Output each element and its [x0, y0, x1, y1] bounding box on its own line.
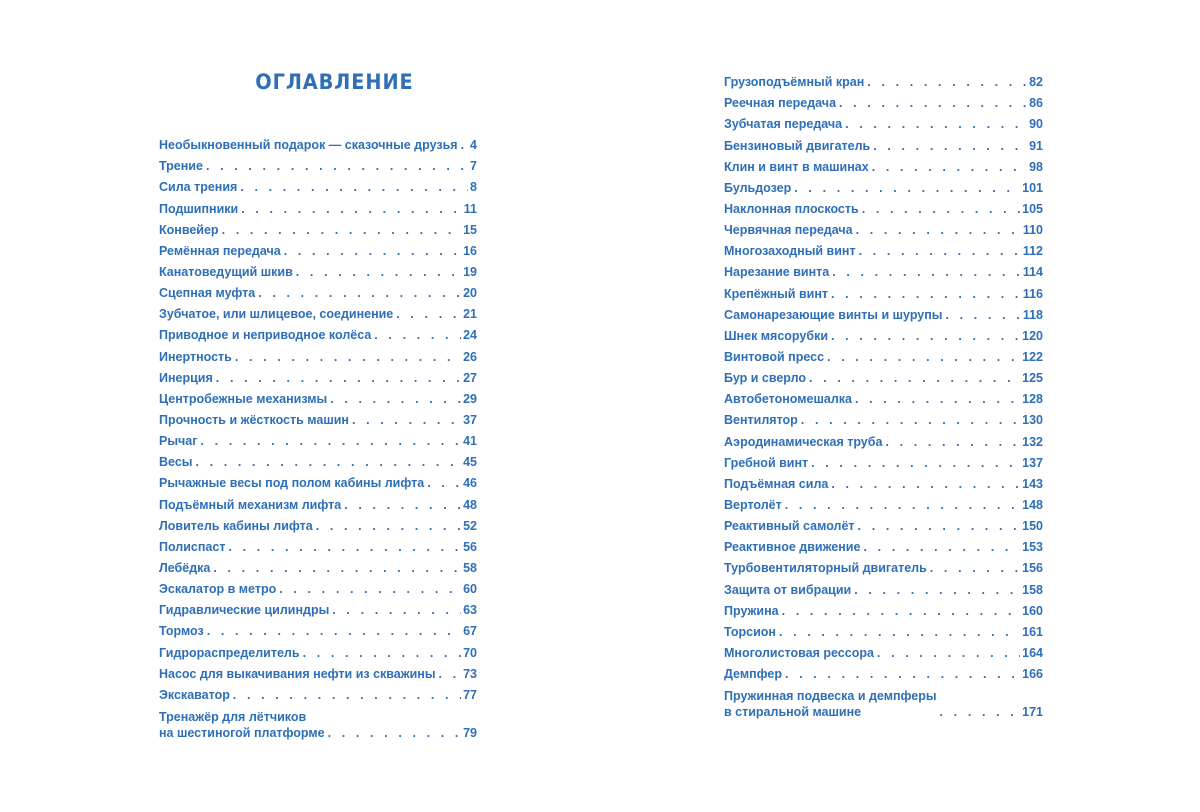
- toc-leader-dots: [873, 138, 1027, 154]
- toc-entry[interactable]: [724, 619, 1043, 640]
- toc-entry-title: Экскаватор: [159, 687, 230, 702]
- toc-entry-page-number: 8: [470, 180, 477, 195]
- toc-entry[interactable]: [159, 576, 477, 597]
- toc-leader-dots: [794, 180, 1020, 196]
- toc-entry[interactable]: [159, 470, 477, 491]
- toc-entry-title: [159, 709, 325, 741]
- toc-entry-title: Реактивный самолёт: [724, 519, 855, 534]
- toc-entry-title: Шнек мясорубки: [724, 328, 829, 343]
- toc-entry-title: Подшипники: [159, 201, 239, 216]
- toc-entry-page-number: 105: [1022, 201, 1043, 216]
- toc-entry-title: Крепёжный винт: [724, 286, 829, 301]
- toc-leader-dots: [461, 137, 468, 153]
- toc-entry-title: Трение: [159, 159, 203, 174]
- toc-entry-page-number: 161: [1022, 624, 1043, 639]
- toc-leader-dots: [235, 349, 461, 365]
- toc-entry-title: Торсион: [724, 624, 776, 639]
- toc-entry-title: Защита от вибрации: [724, 582, 852, 597]
- toc-entry-page-number: 150: [1022, 519, 1043, 534]
- toc-entry-page-number: 52: [463, 518, 477, 533]
- toc-entry-title: Необыкновенный подарок — сказочные друзья: [159, 138, 458, 153]
- toc-leader-dots: [801, 412, 1020, 428]
- toc-leader-dots: [885, 434, 1020, 450]
- toc-leader-dots: [862, 201, 1020, 217]
- toc-entry-page-number: 24: [463, 328, 477, 343]
- toc-entry-title-line-2: на шестиногой платформе: [159, 725, 325, 740]
- toc-leader-dots: [195, 454, 461, 470]
- toc-leader-dots: [845, 116, 1027, 132]
- toc-entry[interactable]: [159, 280, 477, 301]
- toc-leader-dots: [279, 581, 461, 597]
- toc-entry-page-number: 73: [463, 666, 477, 681]
- toc-leader-dots: [396, 306, 461, 322]
- toc-entry-page-number: 20: [463, 286, 477, 301]
- toc-entry-page-number: 128: [1022, 392, 1043, 407]
- toc-entry[interactable]: [724, 238, 1043, 259]
- toc-entry-title: Канатоведущий шкив: [159, 264, 293, 279]
- toc-leader-dots: [855, 391, 1020, 407]
- toc-entry-title: Автобетономешалка: [724, 392, 852, 407]
- toc-entry-title: Клин и винт в машинах: [724, 159, 869, 174]
- toc-leader-dots: [809, 370, 1020, 386]
- toc-entry[interactable]: [159, 174, 477, 195]
- toc-entry[interactable]: [159, 153, 477, 174]
- toc-entry-title: Ловитель кабины лифта: [159, 518, 313, 533]
- toc-entry-title: Зубчатое, или шлицевое, соединение: [159, 307, 394, 322]
- toc-leader-dots: [831, 476, 1020, 492]
- toc-entry[interactable]: [159, 132, 477, 153]
- toc-leader-dots: [811, 455, 1020, 471]
- toc-entry[interactable]: [159, 195, 477, 216]
- toc-entry-title: Винтовой пресс: [724, 349, 825, 364]
- toc-entry[interactable]: [159, 618, 477, 639]
- toc-entry-page-number: 60: [463, 582, 477, 597]
- toc-entry[interactable]: [724, 344, 1043, 365]
- toc-entry-title: Реечная передача: [724, 96, 837, 111]
- toc-entry[interactable]: [159, 597, 477, 618]
- toc-entry[interactable]: [724, 682, 1043, 720]
- toc-entry-title: Вертолёт: [724, 497, 782, 512]
- toc-entry-title: Грузоподъёмный кран: [724, 75, 865, 90]
- toc-entry[interactable]: [724, 323, 1043, 344]
- toc-entry-title: Аэродинамическая труба: [724, 434, 883, 449]
- toc-leader-dots: [207, 623, 461, 639]
- toc-entry[interactable]: [724, 69, 1043, 90]
- toc-entry-page-number: 4: [470, 138, 477, 153]
- toc-entry-title: Подъёмный механизм лифта: [159, 497, 342, 512]
- toc-leader-dots: [940, 704, 1021, 720]
- toc-entry-title: Реактивное движение: [724, 540, 861, 555]
- toc-leader-dots: [858, 518, 1021, 534]
- toc-entry[interactable]: [724, 175, 1043, 196]
- toc-entry-page-number: 82: [1029, 75, 1043, 90]
- toc-entry-title: Инерция: [159, 370, 213, 385]
- toc-entry[interactable]: [724, 365, 1043, 386]
- toc-entry[interactable]: [724, 450, 1043, 471]
- toc-entry-page-number: 58: [463, 560, 477, 575]
- toc-entry-page-number: 16: [463, 243, 477, 258]
- toc-entry-page-number: 11: [463, 201, 477, 216]
- toc-leader-dots: [779, 624, 1020, 640]
- toc-entry-title: Инертность: [159, 349, 232, 364]
- toc-entry[interactable]: [724, 154, 1043, 175]
- toc-entry-page-number: 21: [463, 307, 477, 322]
- toc-entry-page-number: 101: [1022, 180, 1043, 195]
- toc-entry-page-number: 112: [1022, 244, 1043, 259]
- toc-entry-page-number: 164: [1022, 645, 1043, 660]
- toc-entry[interactable]: [724, 492, 1043, 513]
- toc-leader-dots: [831, 286, 1021, 302]
- toc-entry[interactable]: [724, 534, 1043, 555]
- toc-leader-dots: [213, 560, 461, 576]
- toc-leader-dots: [330, 391, 461, 407]
- toc-entry-title: Бур и сверло: [724, 371, 807, 386]
- toc-entry-page-number: 130: [1022, 413, 1043, 428]
- toc-leader-dots: [863, 539, 1020, 555]
- toc-entry-title: Бензиновый двигатель: [724, 138, 871, 153]
- page-title: ОГЛАВЛЕНИЕ: [255, 70, 414, 94]
- toc-leader-dots: [867, 74, 1027, 90]
- toc-entry-title: Ремённая передача: [159, 243, 281, 258]
- toc-entry[interactable]: [159, 343, 477, 364]
- toc-leader-dots: [827, 349, 1020, 365]
- toc-entry[interactable]: [159, 407, 477, 428]
- toc-entry[interactable]: [724, 555, 1043, 576]
- toc-entry-page-number: 114: [1022, 265, 1043, 280]
- toc-entry-title: Наклонная плоскость: [724, 201, 859, 216]
- toc-entry-page-number: 77: [463, 687, 477, 702]
- toc-entry-title: Гидравлические цилиндры: [159, 603, 330, 618]
- toc-entry[interactable]: [159, 301, 477, 322]
- toc-entry-page-number: 116: [1022, 286, 1043, 301]
- toc-entry-page-number: 132: [1022, 434, 1043, 449]
- toc-entry[interactable]: [159, 491, 477, 512]
- toc-entry-title: Полиспаст: [159, 539, 226, 554]
- toc-leader-dots: [240, 179, 468, 195]
- toc-entry-page-number: 37: [463, 412, 477, 427]
- toc-entry[interactable]: [724, 386, 1043, 407]
- toc-leader-dots: [945, 307, 1020, 323]
- toc-entry-page-number: 90: [1029, 117, 1043, 132]
- toc-entry-page-number: 125: [1022, 371, 1043, 386]
- toc-entry-page-number: 118: [1022, 307, 1043, 322]
- toc-entry-title: Зубчатая передача: [724, 117, 843, 132]
- toc-entry-page-number: 160: [1022, 603, 1043, 618]
- toc-entry[interactable]: [724, 471, 1043, 492]
- toc-entry-title: [724, 688, 937, 720]
- toc-entry-title: Сила трения: [159, 180, 238, 195]
- toc-entry[interactable]: [724, 111, 1043, 132]
- toc-leader-dots: [228, 539, 461, 555]
- toc-entry-page-number: 91: [1029, 138, 1043, 153]
- toc-entry[interactable]: [724, 259, 1043, 280]
- toc-entry[interactable]: [159, 428, 477, 449]
- toc-entry-page-number: 171: [1022, 705, 1043, 720]
- toc-entry-title: Пружина: [724, 603, 779, 618]
- toc-leader-dots: [872, 159, 1027, 175]
- toc-entry-title: Сцепная муфта: [159, 286, 256, 301]
- toc-entry-page-number: 45: [463, 455, 477, 470]
- toc-entry-title: Самонарезающие винты и шурупы: [724, 307, 943, 322]
- toc-entry[interactable]: [724, 302, 1043, 323]
- toc-entry-page-number: 41: [463, 434, 477, 449]
- toc-entry-title: Многозаходный винт: [724, 244, 856, 259]
- toc-entry[interactable]: [724, 132, 1043, 153]
- toc-entry-page-number: 7: [470, 159, 477, 174]
- toc-entry-page-number: 67: [463, 624, 477, 639]
- toc-entry[interactable]: [724, 661, 1043, 682]
- toc-leader-dots: [374, 327, 461, 343]
- toc-entry-title: Турбовентиляторный двигатель: [724, 561, 927, 576]
- toc-entry-title: Подъёмная сила: [724, 476, 829, 491]
- toc-entry-page-number: 19: [463, 264, 477, 279]
- toc-leader-dots: [859, 243, 1021, 259]
- toc-entry[interactable]: [724, 576, 1043, 597]
- toc-entry-title-line-1: Тренажёр для лётчиков: [159, 709, 307, 724]
- toc-entry-title-line-2: в стиральной машине: [724, 705, 862, 720]
- toc-leader-dots: [785, 497, 1020, 513]
- toc-entry-title: Демпфер: [724, 667, 783, 682]
- toc-entry-page-number: 156: [1022, 561, 1043, 576]
- toc-entry[interactable]: [159, 639, 477, 660]
- toc-leader-dots: [785, 666, 1020, 682]
- toc-entry-page-number: 56: [463, 539, 477, 554]
- toc-entry-page-number: 110: [1022, 223, 1043, 238]
- toc-entry-page-number: 148: [1022, 497, 1043, 512]
- toc-entry-page-number: 48: [463, 497, 477, 512]
- toc-entry-page-number: 122: [1022, 349, 1043, 364]
- toc-entry-page-number: 29: [463, 391, 477, 406]
- toc-entry-page-number: 26: [463, 349, 477, 364]
- toc-entry-page-number: 153: [1022, 540, 1043, 555]
- toc-entry-title: Бульдозер: [724, 180, 792, 195]
- toc-entry-page-number: 158: [1022, 582, 1043, 597]
- toc-leader-dots: [930, 560, 1020, 576]
- toc-entry-title: Приводное и неприводное колёса: [159, 328, 372, 343]
- toc-entry-page-number: 70: [463, 645, 477, 660]
- toc-entry-title: Рычаг: [159, 434, 198, 449]
- toc-entry-page-number: 143: [1022, 476, 1043, 491]
- toc-leader-dots: [296, 264, 461, 280]
- toc-entry-page-number: 27: [463, 370, 477, 385]
- toc-leader-dots: [241, 201, 462, 217]
- toc-entry-title: Эскалатор в метро: [159, 582, 277, 597]
- toc-entry[interactable]: [724, 217, 1043, 238]
- toc-entry[interactable]: [724, 90, 1043, 111]
- toc-leader-dots: [832, 264, 1021, 280]
- toc-entry[interactable]: [724, 513, 1043, 534]
- toc-entry-title: Гидрораспределитель: [159, 645, 300, 660]
- toc-entry-title: Вентилятор: [724, 413, 798, 428]
- toc-entry[interactable]: [724, 196, 1043, 217]
- toc-entry-title: Насос для выкачивания нефти из скважины: [159, 666, 436, 681]
- toc-leader-dots: [439, 666, 462, 682]
- toc-entry-page-number: 166: [1022, 667, 1043, 682]
- toc-leader-dots: [839, 95, 1027, 111]
- toc-entry-page-number: 15: [463, 222, 477, 237]
- toc-entry[interactable]: [159, 217, 477, 238]
- toc-leader-dots: [344, 497, 461, 513]
- toc-entry-title-line-1: Пружинная подвеска и демпферы: [724, 689, 937, 704]
- toc-leader-dots: [854, 582, 1020, 598]
- toc-leader-dots: [284, 243, 461, 259]
- toc-leader-dots: [222, 222, 462, 238]
- toc-leader-dots: [216, 370, 461, 386]
- toc-entry[interactable]: [724, 428, 1043, 449]
- toc-entry[interactable]: [159, 386, 477, 407]
- toc-entry-title: Многолистовая рессора: [724, 645, 874, 660]
- toc-entry-title: Рычажные весы под полом кабины лифта: [159, 476, 425, 491]
- toc-entry-page-number: 137: [1022, 455, 1043, 470]
- toc-leader-dots: [352, 412, 461, 428]
- toc-entry-page-number: 98: [1029, 159, 1043, 174]
- toc-leader-dots: [303, 645, 462, 661]
- toc-entry[interactable]: [724, 640, 1043, 661]
- toc-entry[interactable]: [159, 322, 477, 343]
- toc-entry[interactable]: [159, 555, 477, 576]
- toc-leader-dots: [782, 603, 1021, 619]
- toc-right-column: [724, 69, 1043, 720]
- toc-entry[interactable]: [159, 449, 477, 470]
- toc-entry-title: Прочность и жёсткость машин: [159, 412, 349, 427]
- toc-entry[interactable]: [159, 661, 477, 682]
- toc-entry[interactable]: [159, 534, 477, 555]
- toc-entry-title: Гребной винт: [724, 455, 809, 470]
- toc-entry[interactable]: [159, 238, 477, 259]
- toc-leader-dots: [831, 328, 1020, 344]
- toc-entry[interactable]: [724, 280, 1043, 301]
- toc-leader-dots: [316, 518, 461, 534]
- toc-entry[interactable]: [159, 703, 477, 741]
- toc-entry-page-number: 86: [1029, 96, 1043, 111]
- toc-entry[interactable]: [159, 365, 477, 386]
- toc-entry-title: Лебёдка: [159, 560, 211, 575]
- toc-left-column: [159, 132, 477, 741]
- toc-entry-title: Нарезание винта: [724, 265, 830, 280]
- toc-leader-dots: [258, 285, 461, 301]
- toc-entry[interactable]: [724, 598, 1043, 619]
- toc-entry-title: Весы: [159, 455, 193, 470]
- toc-entry-title: Конвейер: [159, 222, 219, 237]
- toc-entry-page-number: 63: [463, 603, 477, 618]
- toc-leader-dots: [233, 687, 461, 703]
- toc-entry[interactable]: [159, 259, 477, 280]
- toc-entry[interactable]: [159, 513, 477, 534]
- toc-leader-dots: [856, 222, 1021, 238]
- toc-leader-dots: [328, 725, 461, 741]
- toc-entry[interactable]: [159, 682, 477, 703]
- toc-leader-dots: [206, 158, 468, 174]
- toc-entry-page-number: 79: [463, 725, 477, 740]
- toc-entry-title: Червячная передача: [724, 223, 853, 238]
- toc-leader-dots: [427, 475, 461, 491]
- toc-entry-title: Тормоз: [159, 624, 204, 639]
- toc-entry-page-number: 46: [463, 476, 477, 491]
- toc-leader-dots: [877, 645, 1020, 661]
- toc-entry-title: Центробежные механизмы: [159, 391, 328, 406]
- toc-leader-dots: [200, 433, 461, 449]
- toc-entry-page-number: 120: [1022, 328, 1043, 343]
- toc-entry[interactable]: [724, 407, 1043, 428]
- toc-leader-dots: [332, 602, 461, 618]
